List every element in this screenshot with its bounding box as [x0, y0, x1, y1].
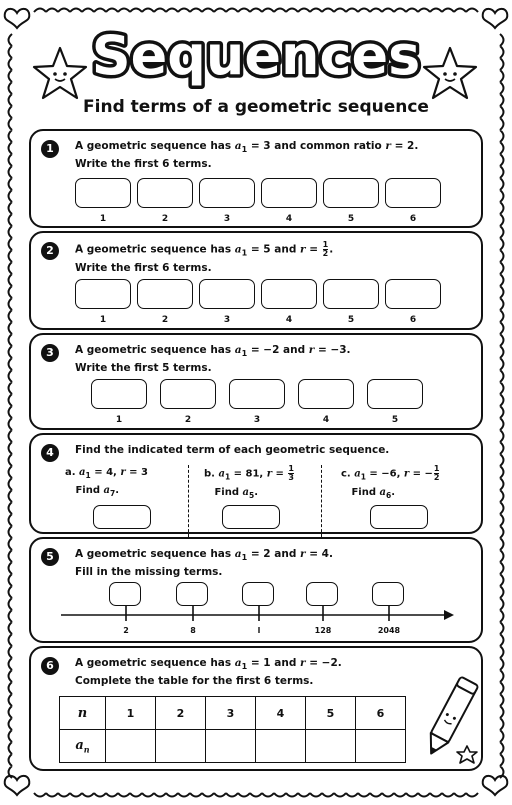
- term-index-label: 1: [115, 415, 123, 425]
- term-answer-box[interactable]: [229, 379, 285, 409]
- question-5-text: A geometric sequence has $a_1 = 2$ and r = 4. Fill in the missing terms.: [75, 548, 333, 579]
- term-answer-box[interactable]: [261, 178, 317, 208]
- term-index-label: 2: [161, 214, 169, 224]
- tick-label: l: [257, 626, 261, 635]
- term-index-label: 6: [409, 214, 417, 224]
- question-3-text: A geometric sequence has $a_1 = -2$ and r = −3. Write the first 5 terms.: [75, 344, 351, 375]
- term-answer-box[interactable]: [75, 279, 131, 309]
- term-index-label: 5: [391, 415, 399, 425]
- table-answer-cell[interactable]: [306, 730, 356, 763]
- question-number: 2: [41, 242, 59, 260]
- term-index-label: 3: [253, 415, 261, 425]
- question-2-card: [29, 231, 483, 330]
- question-number: 3: [41, 344, 59, 362]
- term-answer-box[interactable]: [199, 178, 255, 208]
- part-c: c. $a_1 = -6$, r = − $\frac{1}{2}$ Find $a_6$.: [341, 464, 440, 500]
- table-col-header: 1: [106, 697, 156, 730]
- table-row: [60, 730, 406, 763]
- table-header-an: $a_n$: [60, 730, 106, 763]
- answer-box-a[interactable]: [93, 505, 151, 529]
- question-number: 5: [41, 548, 59, 566]
- term-answer-box[interactable]: [199, 279, 255, 309]
- terms-table: [59, 696, 406, 763]
- missing-term-box[interactable]: [176, 582, 208, 606]
- question-number: 6: [41, 657, 59, 675]
- answer-box-c[interactable]: [370, 505, 428, 529]
- question-number: 4: [41, 444, 59, 462]
- missing-term-box[interactable]: [242, 582, 274, 606]
- question-2-text: A geometric sequence has $a_1 = 5$ and r = $\frac{1}{2}$ . Write the first 6 terms.: [75, 240, 334, 274]
- fraction: $\frac{1}{2}$: [322, 240, 329, 258]
- term-index-label: 4: [285, 214, 293, 224]
- term-index-label: 1: [99, 214, 107, 224]
- term-index-label: 5: [347, 315, 355, 325]
- part-a: a. $a_1 = 4$, r = 3 Find $a_7$.: [65, 467, 148, 498]
- table-header-n: n: [60, 697, 106, 730]
- table-row: [60, 697, 406, 730]
- term-index-label: 2: [184, 415, 192, 425]
- page-title: Sequences: [91, 24, 421, 87]
- table-col-header: 4: [256, 697, 306, 730]
- table-col-header: 6: [356, 697, 406, 730]
- table-answer-cell[interactable]: [106, 730, 156, 763]
- tick-label: 2048: [377, 626, 401, 635]
- term-index-label: 4: [322, 415, 330, 425]
- term-answer-box[interactable]: [137, 178, 193, 208]
- tick-label: 2: [123, 626, 129, 635]
- tick-label: 8: [190, 626, 196, 635]
- question-1-card: [29, 129, 483, 228]
- term-index-label: 5: [347, 214, 355, 224]
- corner-heart-icon: [483, 776, 508, 795]
- question-4-instruction: Find the indicated term of each geometric sequence.: [75, 444, 390, 456]
- table-answer-cell[interactable]: [356, 730, 406, 763]
- term-answer-box[interactable]: [298, 379, 354, 409]
- question-6-card: [29, 646, 483, 771]
- missing-term-box[interactable]: [109, 582, 141, 606]
- answer-box-b[interactable]: [222, 505, 280, 529]
- question-1-text: A geometric sequence has $a_1 = 3$ and common ratio r = 2. Write the first 6 terms.: [75, 140, 419, 171]
- term-index-label: 3: [223, 315, 231, 325]
- term-index-label: 1: [99, 315, 107, 325]
- table-col-header: 5: [306, 697, 356, 730]
- term-answer-box[interactable]: [91, 379, 147, 409]
- term-answer-box[interactable]: [367, 379, 423, 409]
- question-4-card: [29, 433, 483, 534]
- fraction: $\frac{1}{2}$: [433, 464, 440, 482]
- table-col-header: 2: [156, 697, 206, 730]
- question-number: 1: [41, 140, 59, 158]
- table-answer-cell[interactable]: [206, 730, 256, 763]
- term-answer-box[interactable]: [137, 279, 193, 309]
- term-answer-box[interactable]: [75, 178, 131, 208]
- term-index-label: 3: [223, 214, 231, 224]
- term-index-label: 6: [409, 315, 417, 325]
- term-index-label: 2: [161, 315, 169, 325]
- term-answer-box[interactable]: [385, 279, 441, 309]
- smiling-star-icon: [30, 44, 90, 104]
- table-col-header: 3: [206, 697, 256, 730]
- term-index-label: 4: [285, 315, 293, 325]
- term-answer-box[interactable]: [323, 178, 379, 208]
- smiling-star-icon: [420, 44, 480, 104]
- dashed-divider: [321, 465, 322, 537]
- table-answer-cell[interactable]: [156, 730, 206, 763]
- term-answer-box[interactable]: [385, 178, 441, 208]
- missing-term-box[interactable]: [372, 582, 404, 606]
- missing-term-box[interactable]: [306, 582, 338, 606]
- question-3-card: [29, 333, 483, 430]
- smiling-pencil-icon: [419, 672, 481, 770]
- term-answer-box[interactable]: [261, 279, 317, 309]
- part-b: b. $a_1 = 81$, r = $\frac{1}{3}$ Find $a_5$.: [204, 464, 294, 500]
- dashed-divider: [188, 465, 189, 537]
- term-answer-box[interactable]: [160, 379, 216, 409]
- question-5-card: [29, 537, 483, 643]
- question-6-text: A geometric sequence has $a_1 = 1$ and r = −2. Complete the table for the first 6 terms.: [75, 657, 342, 688]
- table-answer-cell[interactable]: [256, 730, 306, 763]
- page-subtitle: Find terms of a geometric sequence: [83, 97, 429, 117]
- tick-label: 128: [314, 626, 332, 635]
- term-answer-box[interactable]: [323, 279, 379, 309]
- corner-heart-icon: [5, 776, 30, 795]
- fraction: $\frac{1}{3}$: [288, 464, 294, 482]
